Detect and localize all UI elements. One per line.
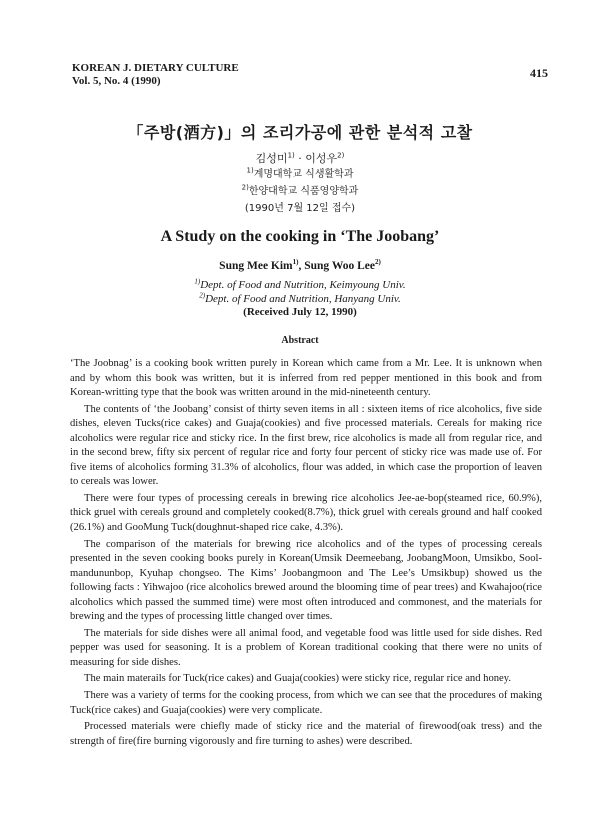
english-author-1: Sung Mee Kim [219, 260, 293, 272]
english-aff1-text: Dept. of Food and Nutrition, Keimyoung Univ. [200, 279, 406, 291]
abstract-paragraph: The contents of ‘the Joobang’ consist of thirty seven items in all : sixteen items of rice alcoholics, five side dishes, eleven Tucks(rice cakes) and Guaja(cookies) and five processed materials. Cereals for making rice alcoholics were regular rice and sticky rice. In the first brew, rice alcoholics is made all from regular rice, and in the second brew, fifty six percent of regular rice and forty four percent of sticky rice was made use of. For five items of alcoholics forming 31.3% of alcoholics, flour was added, in which case the proportion of leaven to cereals was lower. [70, 403, 542, 488]
english-author-1-sup: 1) [292, 258, 299, 267]
english-aff2-text: Dept. of Food and Nutrition, Hanyang Univ. [205, 293, 401, 305]
korean-received: (1990년 7월 12일 접수) [244, 203, 356, 214]
abstract-paragraph: ‘The Joobnag’ is a cooking book written purely in Korean which came from a Mr. Lee. It is unknown when and by whom this book was written, but it is inferred from red pepper mentioned in this book and from Korean-writting type that the book was written around in the mid-nineteenth century. [70, 358, 542, 399]
abstract-paragraph: There were four types of processing cereals in brewing rice alcoholics Jee-ae-bop(steamed rice, 60.9%), thick gruel with cereals ground and completely cooked(8.7%), thick gruel with cereals ground and half cooked (26.1%) and GooMung Tuck(doughnut-shaped rice cake, 4.3%). [70, 492, 542, 534]
abstract-body [70, 357, 542, 751]
abstract-paragraph: The main materails for Tuck(rice cakes) and Guaja(cookies) were sticky rice, regular rice and honey. [84, 673, 512, 685]
journal-name: KOREAN J. DIETARY CULTURE [72, 62, 239, 74]
korean-authors [0, 150, 600, 166]
korean-aff1-text: 계명대학교 식생활학과 [253, 169, 354, 180]
english-title: A Study on the cooking in ‘The Joobang’ [160, 228, 440, 245]
abstract-paragraph: Processed materials were chiefly made of sticky rice and the material of firewood(oak tress) and the strength of fire(fire burning vigorously and fire turning to ashes) were described. [70, 721, 542, 747]
korean-affiliation-1 [0, 168, 600, 182]
korean-author-1-sup: 1) [287, 151, 295, 160]
english-aff1-sup: 1) [194, 277, 201, 286]
abstract-heading: Abstract [281, 335, 319, 346]
korean-title: 「주방(酒方)」의 조리가공에 관한 분석적 고찰 [127, 123, 473, 142]
english-author-2: , Sung Woo Lee [298, 260, 375, 272]
abstract-paragraph: There was a variety of terms for the cooking process, from which we can see that the procedures of making Tuck(rice cakes) and Guaja(cookies) were very complicate. [70, 690, 542, 716]
korean-aff2-sup: 2) [241, 183, 249, 192]
english-affiliation-2 [0, 292, 600, 306]
korean-author-2: · 이성우 [294, 152, 338, 165]
abstract-paragraph: The materials for side dishes were all animal food, and vegetable food was little used for side dishes. Red pepper was used for seasoning. It is a problem of Korean traditional cooking that there were no units of measuring for side dishes. [70, 627, 542, 668]
english-author-2-sup: 2) [374, 258, 381, 267]
english-authors [0, 260, 600, 272]
korean-author-1: 김성미 [255, 152, 288, 165]
page-number: 415 [530, 66, 548, 80]
english-affiliation-1 [0, 278, 600, 292]
korean-affiliation-2 [0, 185, 600, 199]
english-received: (Received July 12, 1990) [243, 306, 357, 318]
journal-volume: Vol. 5, No. 4 (1990) [72, 75, 161, 87]
korean-aff2-text: 한양대학교 식품영양학과 [248, 186, 359, 197]
korean-author-2-sup: 2) [337, 151, 345, 160]
english-aff2-sup: 2) [199, 291, 206, 300]
abstract-paragraph: The comparison of the materials for brewing rice alcoholics and of the types of processing cereals presented in the seven cooking books purely in Korean(Umsik Deemeebang, JoobangMoon, Umsikbo, Sool-mandununbop, Kyuhap chongseo. The Kims’ Joobangmoon and The Lee’s Umsikbup) showed us the following facts : Yihwajoo (rice alcoholics brewed around the blooming time of pear trees) and Kwahajoo(rice alcoholics which passed the summed time) were most often introduced and commonest, and the materials for brewing and the types of processing little changed over times. [70, 538, 542, 623]
korean-aff1-sup: 1) [246, 166, 254, 175]
journal-header [72, 62, 239, 88]
